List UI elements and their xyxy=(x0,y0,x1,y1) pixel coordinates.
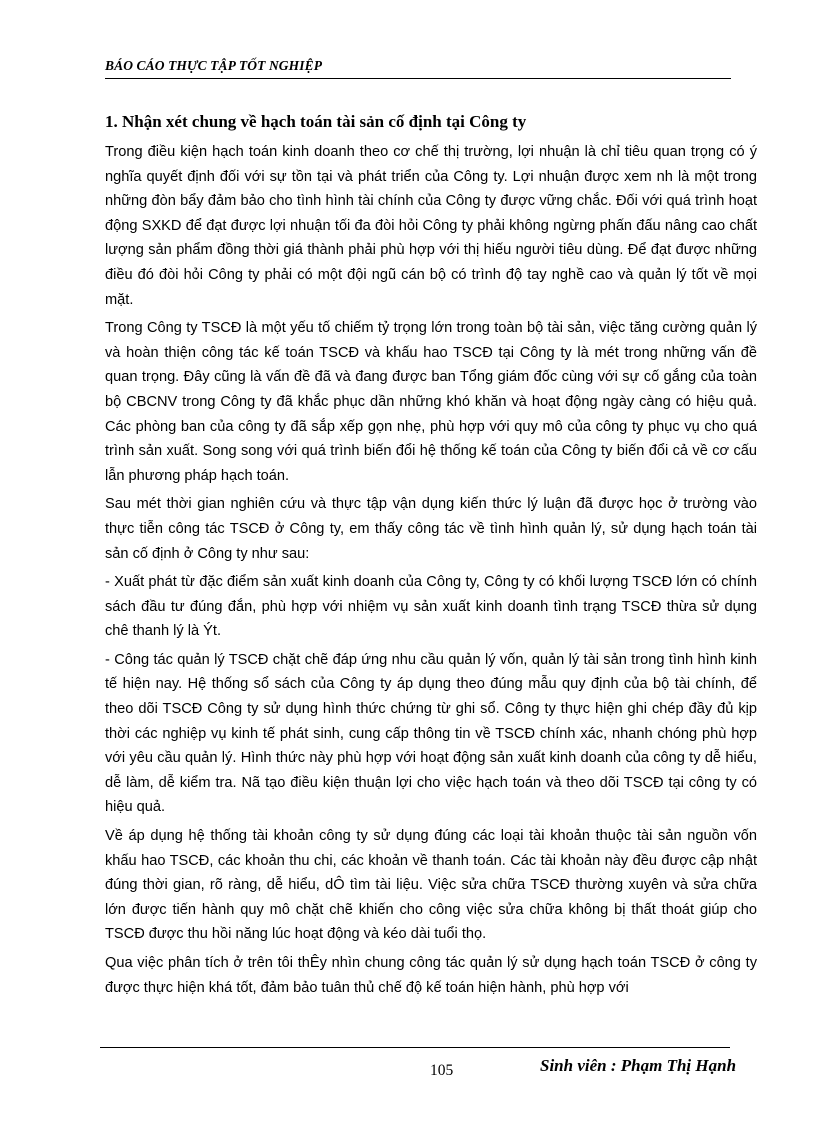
paragraph: Về áp dụng hệ thống tài khoản công ty sử dụng đúng các loại tài khoản thuộc tài sản nguồn vốn khấu hao TSCĐ, các khoản thu chi, các khoản về thanh toán. Các tài khoản này đều được cập nhật đúng thời gian, rõ ràng, dễ hiểu, dÔ tìm tài liệu. Việc sửa chữa TSCĐ thường xuyên và sửa chữa lớn được tiến hành quy mô chặt chẽ khiến cho công việc sửa chữa không bị thất thoát giúp cho TSCĐ được thu hồi năng lúc hoạt động và kéo dài tuổi thọ. xyxy=(105,828,757,943)
paragraph: Trong Công ty TSCĐ là một yếu tố chiếm tỷ trọng lớn trong toàn bộ tài sản, việc tăng cường quản lý và hoàn thiện công tác kế toán TSCĐ và khấu hao TSCĐ tại Công ty là mét trong những vấn đề quan trọng. Đây cũng là vấn đề đã và đang được ban Tổng giám đốc cùng với sự cố gắng của toàn bộ CBCNV trong Công ty đã khắc phục dần những khó khăn và hoạt động ngày càng có hiệu quả. Các phòng ban của công ty đã sắp xếp gọn nhẹ, phù hợp với quy mô của công ty phục vụ cho quá trình sản xuất. Song song với quá trình biến đổi hệ thống kế toán của Công ty biến đổi cả về cơ cấu lẫn phương pháp hạch toán. xyxy=(105,320,757,484)
paragraph: - Công tác quản lý TSCĐ chặt chẽ đáp ứng nhu cầu quản lý vốn, quản lý tài sản trong tình hình kinh tế hiện nay. Hệ thống sổ sách của Công ty áp dụng theo đúng mẫu quy định của bộ tài chính, để theo dõi TSCĐ Công ty sử dụng hình thức chứng từ ghi sổ. Công ty thực hiện ghi chép đầy đủ kịp thời các nghiệp vụ kinh tế phát sinh, cung cấp thông tin về TSCĐ chính xác, nhanh chóng phù hợp với yêu cầu quản lý. Hình thức này phù hợp với hoạt động sản xuất kinh doanh của công ty dễ hiểu, dễ làm, dễ kiểm tra. Nã tạo điều kiện thuận lợi cho việc hạch toán và theo dõi TSCĐ tại công ty có hiệu quả. xyxy=(105,651,757,816)
paragraph: Trong điều kiện hạch toán kinh doanh theo cơ chế thị trường, lợi nhuận là chỉ tiêu quan trọng có ý nghĩa quyết định đối với sự tồn tại và phát triển của Công ty. Lợi nhuận được xem nh là một trong những đòn bẩy đảm bảo cho tình hình tài chính của Công ty được vững chắc. Đối với quá trình hoạt động SXKD để đạt được lợi nhuận tối đa đòi hỏi Công ty phải không ngừng phấn đấu nâng cao chất lượng sản phẩm đồng thời giá thành phải phù hợp với thị hiếu người tiêu dùng. Để đạt được những điều đó đòi hỏi Công ty phải có một đội ngũ cán bộ có trình độ tay nghề cao và quản lý tốt về mọi mặt. xyxy=(105,144,757,308)
page-number: 105 xyxy=(430,1062,454,1079)
running-header: BÁO CÁO THỰC TẬP TỐT NGHIỆP xyxy=(105,58,323,73)
paragraph: - Xuất phát từ đặc điểm sản xuất kinh doanh của Công ty, Công ty có khối lượng TSCĐ lớn có chính sách đầu tư đúng đắn, phù hợp với nhiệm vụ sản xuất kinh doanh tình trạng TSCĐ thừa sử dụng chê thanh lý là Ýt. xyxy=(105,574,757,640)
paragraph: Qua việc phân tích ở trên tôi thÊy nhìn chung công tác quản lý sử dụng hạch toán TSCĐ ở công ty được thực hiện khá tốt, đảm bảo tuân thủ chế độ kế toán hiện hành, phù hợp với xyxy=(105,955,757,996)
body-text xyxy=(105,140,757,1004)
footer-author: Sinh viên : Phạm Thị Hạnh xyxy=(540,1056,737,1075)
footer-divider xyxy=(100,1047,730,1048)
paragraph: Sau mét thời gian nghiên cứu và thực tập vận dụng kiến thức lý luận đã được học ở trường vào thực tiễn công tác TSCĐ ở Công ty, em thấy công tác về tình hình quản lý, sử dụng hạch toán tài sản cố định ở Công ty như sau: xyxy=(105,496,757,562)
section-heading: 1. Nhận xét chung về hạch toán tài sản cố định tại Công ty xyxy=(105,112,527,131)
header-divider xyxy=(105,78,731,79)
